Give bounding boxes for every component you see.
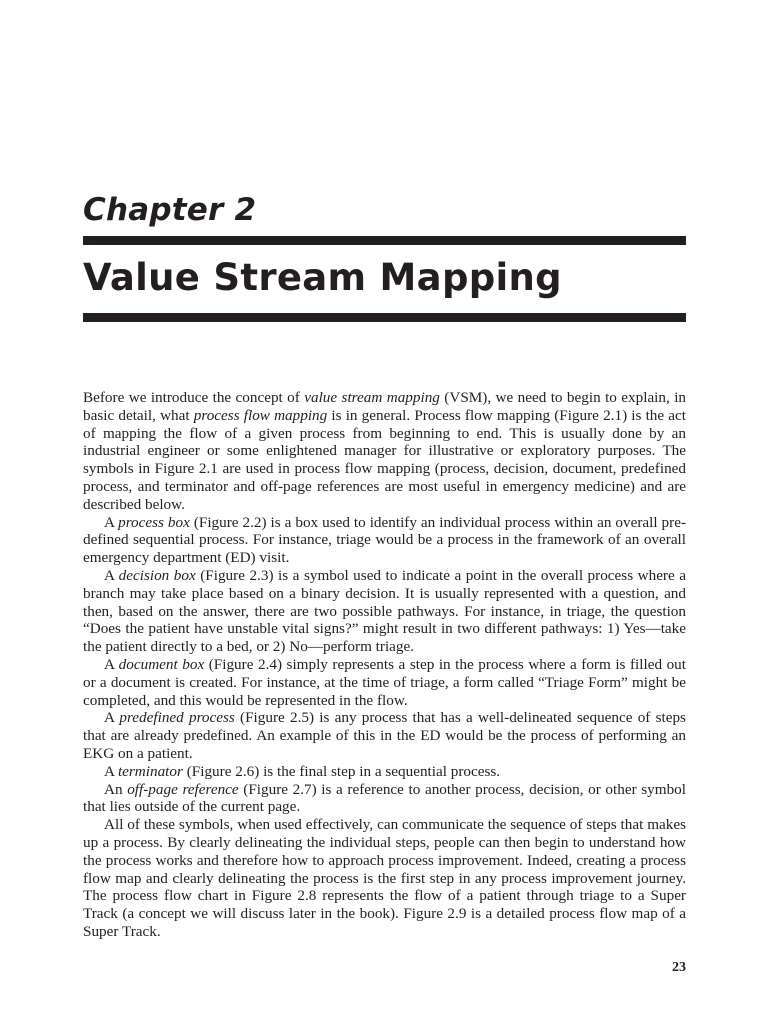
italic-term: document box [118, 655, 205, 673]
body-paragraph [83, 816, 686, 941]
text-run: (Figure 2.6) is the final step in a sequential process. [182, 762, 501, 780]
body-paragraph [83, 656, 686, 709]
italic-term: decision box [118, 566, 196, 584]
italic-term: off-page reference [127, 780, 239, 798]
text-run: A [104, 762, 118, 780]
text-run: An [104, 780, 128, 798]
text-run: is in general. Process flow mapping (Figure 2.1) is the act of mapping the flow of a given process from beginning to end. This is usually done by an industrial engineer or some enlightened manager for illustrative or exploratory purposes. The symbols in Figure 2.1 are used in process flow mapping (process, decision, document, predefined process, and terminator and off-page references are most useful in emergency medicine) and are described below. [83, 406, 687, 513]
body-paragraph [83, 567, 686, 656]
italic-term: process flow mapping [193, 406, 328, 424]
page-number: 23 [672, 960, 686, 975]
text-run: A [104, 655, 119, 673]
italic-term: predefined process [119, 709, 235, 727]
body-text [83, 389, 686, 941]
body-paragraph [83, 781, 686, 817]
italic-term: terminator [117, 762, 183, 780]
text-run: (Figure 2.7) is a reference to another process, decision, or other symbol that lies outside of the current page. [83, 780, 686, 816]
text-run: (VSM), we need to begin to explain, in basic detail, what [83, 389, 687, 424]
chapter-rule-bottom [83, 313, 686, 322]
chapter-title: Value Stream Mapping [83, 256, 562, 299]
text-run: Before we introduce the concept of [83, 389, 305, 406]
text-run: (Figure 2.2) is a box used to identify an individual process within an overall pre-defined sequential process. For instance, triage would be a process in the framework of an overall emergency department (ED) visit. [83, 513, 687, 567]
body-paragraph [83, 514, 686, 567]
text-run: (Figure 2.4) simply represents a step in the process where a form is filled out or a document is created. For instance, at the time of triage, a form called “Triage Form” might be completed, and this would be represented in the flow. [83, 655, 686, 709]
text-run: A [104, 513, 119, 531]
text-run: (Figure 2.5) is any process that has a well-delineated sequence of steps that are already predefined. An example of this in the ED would be the process of performing an EKG on a patient. [83, 709, 686, 762]
text-run: A [104, 709, 120, 727]
body-paragraph [83, 709, 686, 762]
italic-term: process box [118, 513, 190, 531]
text-run: All of these symbols, when used effectively, can communicate the sequence of steps that makes up a process. By clearly delineating the individual steps, people can then begin to understand how the process works and therefore how to approach process improvement. Indeed, creating a process flow map and clearly delineating the process is the first step in any process improvement journey. The process flow chart in Figure 2.8 represents the flow of a patient through triage to a Super Track (a concept we will discuss later in the book). Figure 2.9 is a detailed process flow map of a Super Track. [83, 816, 686, 940]
text-run: A [104, 566, 119, 584]
body-paragraph [83, 389, 686, 514]
italic-term: value stream mapping [304, 389, 440, 406]
chapter-rule-top [83, 236, 686, 245]
text-run: (Figure 2.3) is a symbol used to indicate a point in the overall process where a branch may take place based on a binary decision. It is usually represented with a question, and then, based on the answer, there are two possible pathways. For instance, in triage, the question “Does the patient have unstable vital signs?” might result in two different pathways: 1) Yes—take the patient directly to a bed, or 2) No—perform triage. [83, 566, 686, 656]
chapter-number: Chapter 2 [83, 192, 257, 228]
body-paragraph [83, 763, 686, 781]
